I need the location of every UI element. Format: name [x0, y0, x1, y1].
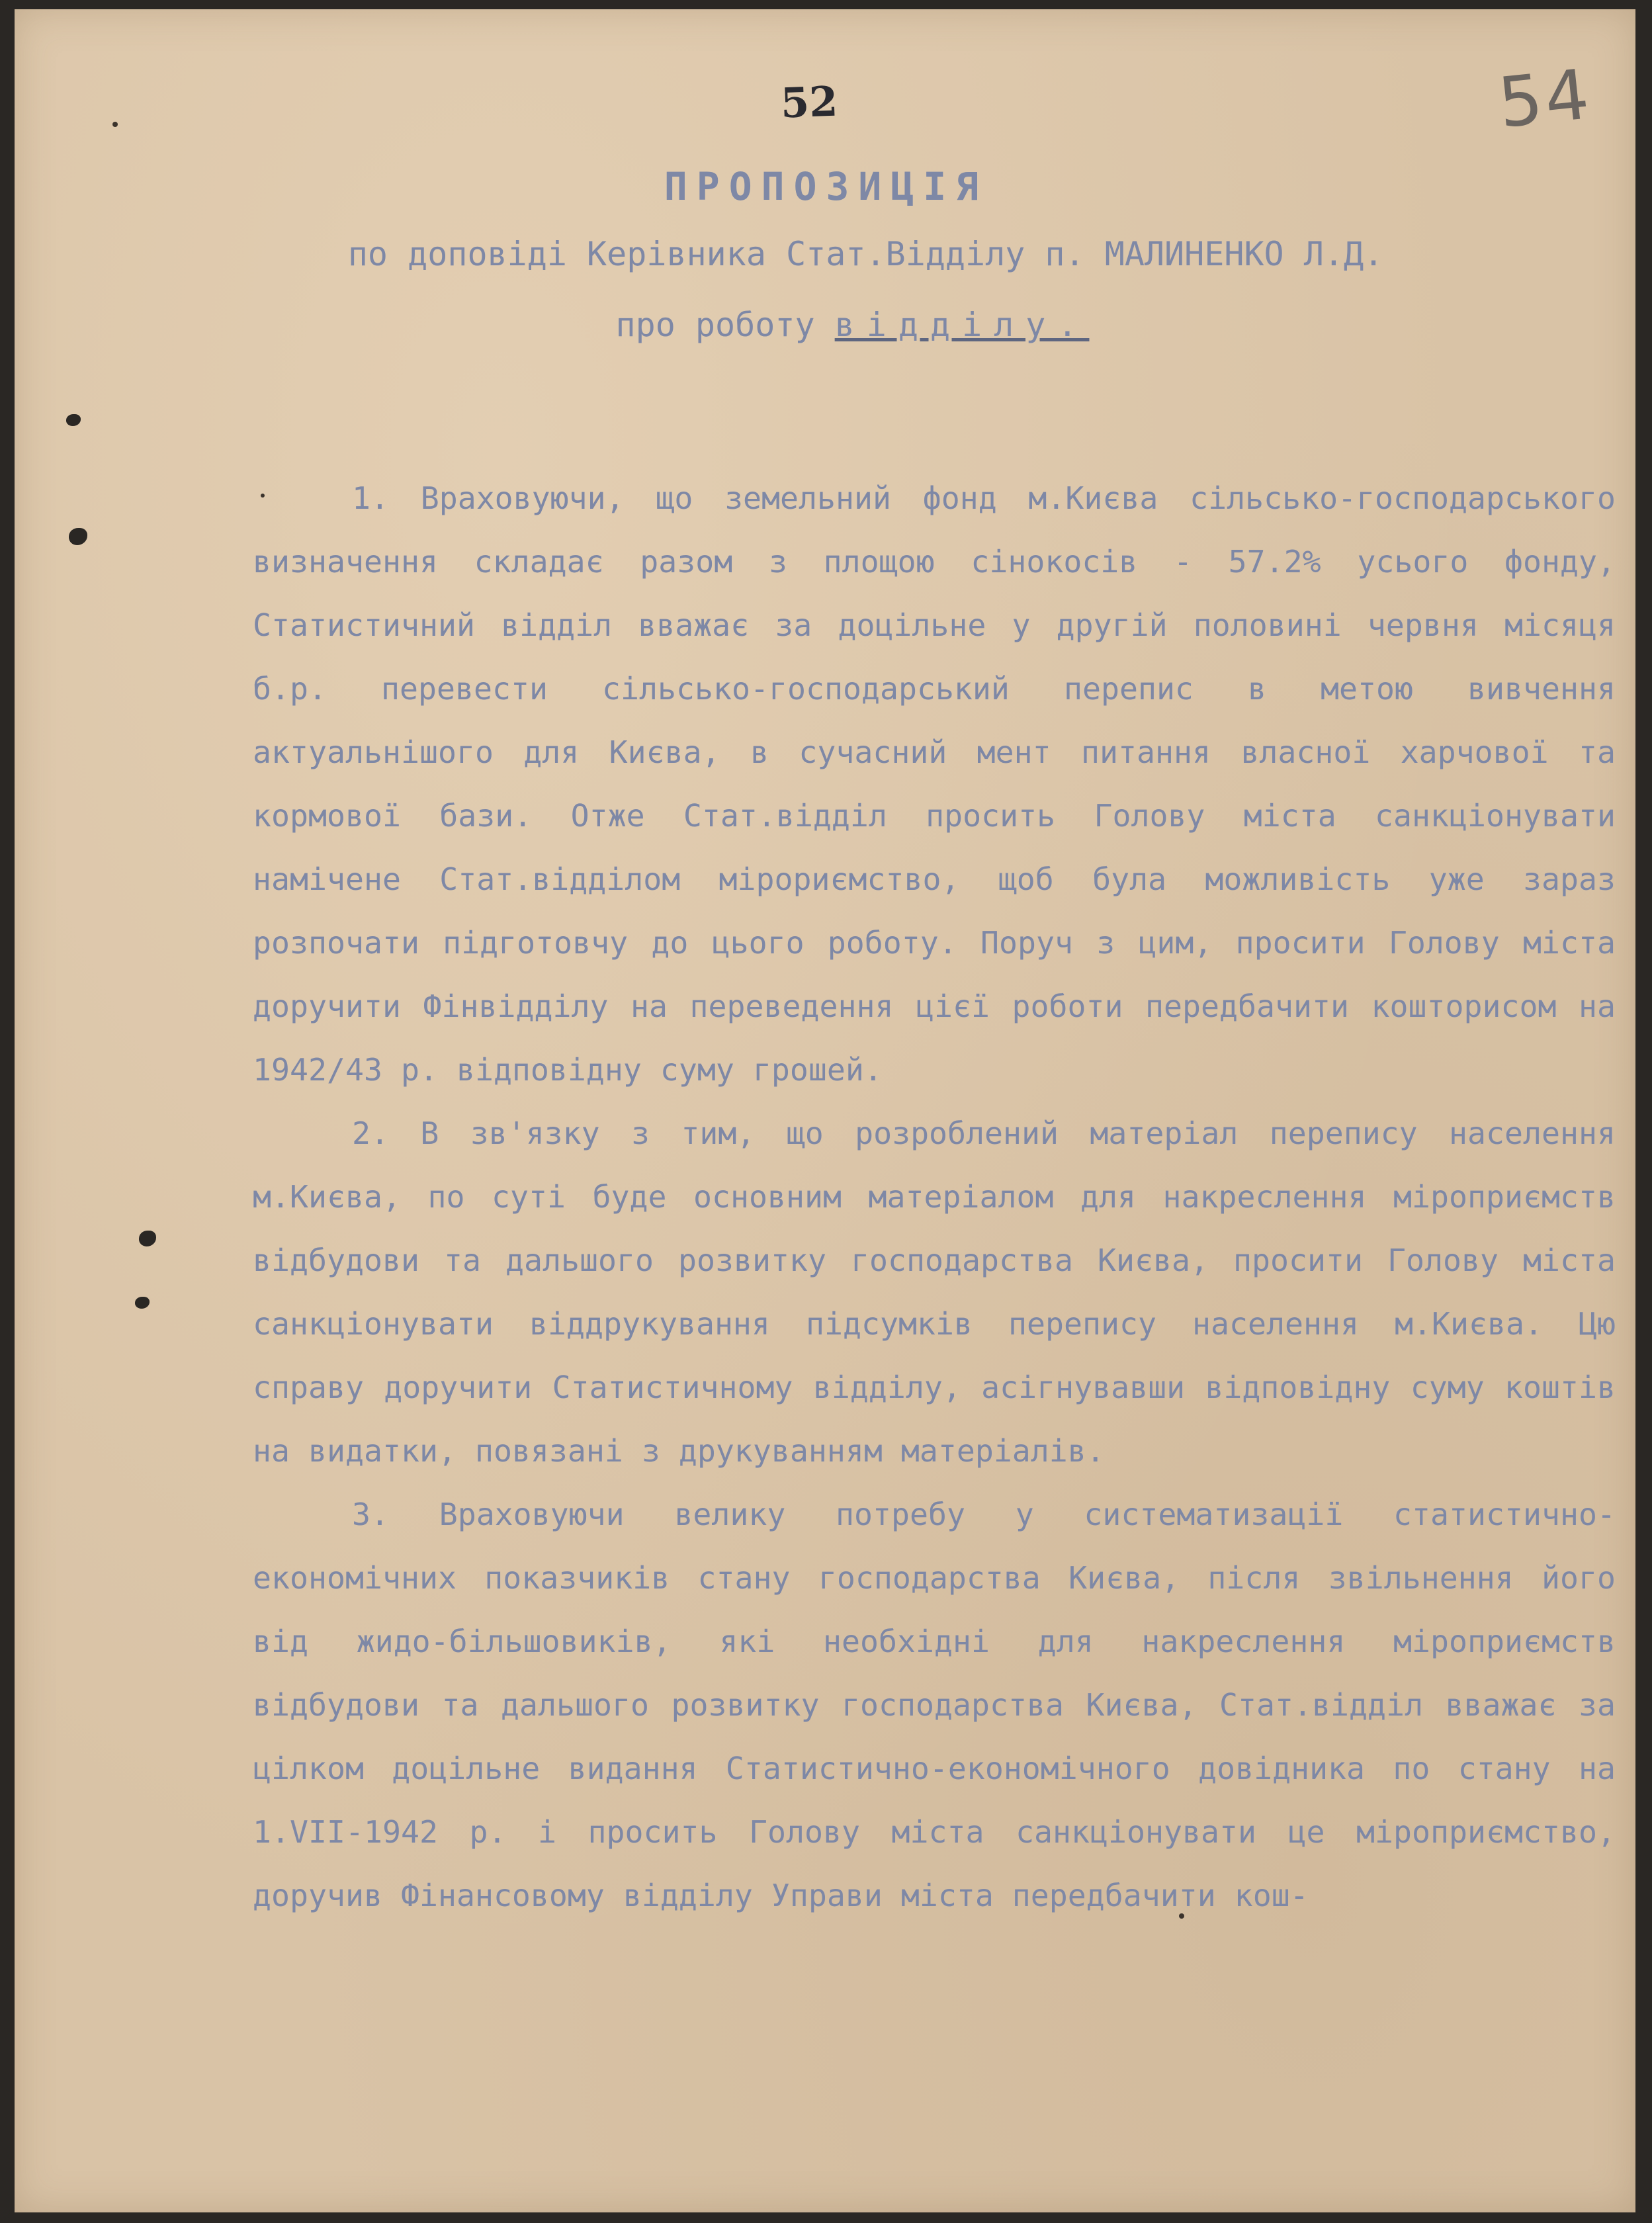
ink-speck — [112, 122, 118, 127]
punch-hole — [135, 1297, 150, 1309]
paragraph-2: 2. В зв'язку з тим, що розроблений матеріал перепису населення м.Києва, по суті буде основним матеріалом для накреслення міроприємств відбудови та дальшого розвитку господарства Києва, просити Голову міста санкціонувати віддрукування підсумків перепису населення м.Києва. Цю справу доручити Статистичному відділу, асігнувавши відповідну суму коштів на видатки, повязані з друкуванням матеріалів. — [253, 1115, 1616, 1469]
subject-word: відділу. — [834, 306, 1090, 344]
punch-hole — [66, 414, 81, 426]
folio-number-pencil: 54 — [1495, 53, 1596, 144]
paragraph-3: 3. Враховуючи велику потребу у систематизації статистично-економічних показчиків стану господарства Києва, після звільнення його від жидо-більшовиків, які необхідні для накреслення міроприємств відбудови та дальшого розвитку господарства Києва, Стат.відділ вважає за цілком доцільне видання Статистично-економічного довідника по стану на 1.VII-1942 р. і просить Голову міста санкціонувати це міроприємство, доручив Фінансовому відділу Управи міста передбачити кош- — [253, 1497, 1616, 1913]
paragraph-1: 1. Враховуючи, що земельний фонд м.Києва сільсько-господарського визначення складає разом з площою сінокосів - 57.2% усього фонду, Статистичний відділ вважає за доцільне у другій половині червня місяця б.р. перевести сільсько-господарський перепис в метою вивчення актуальнішого для Києва, в сучасний мент питання власної харчової та кормової бази. Отже Стат.відділ просить Голову міста санкціонувати намічене Стат.відділом мірориємство, щоб була можливість уже зараз розпочати підготовчу до цього роботу. Поруч з цим, просити Голову міста доручити Фінвідділу на переведення цієї роботи передбачити кошторисом на 1942/43 р. відповідну суму грошей. — [253, 480, 1616, 1088]
subject-prefix: про роботу — [615, 306, 815, 344]
document-subject — [26, 306, 1652, 344]
document-body — [253, 466, 1616, 1927]
document-title: ПРОПОЗИЦІЯ — [664, 164, 988, 209]
folio-number-handwritten: 52 — [779, 77, 839, 128]
document-subtitle: по доповіді Керівника Стат.Відділу п. МАЛИНЕНКО Л.Д. — [347, 235, 1384, 273]
punch-hole — [69, 528, 87, 545]
punch-hole — [139, 1231, 156, 1246]
